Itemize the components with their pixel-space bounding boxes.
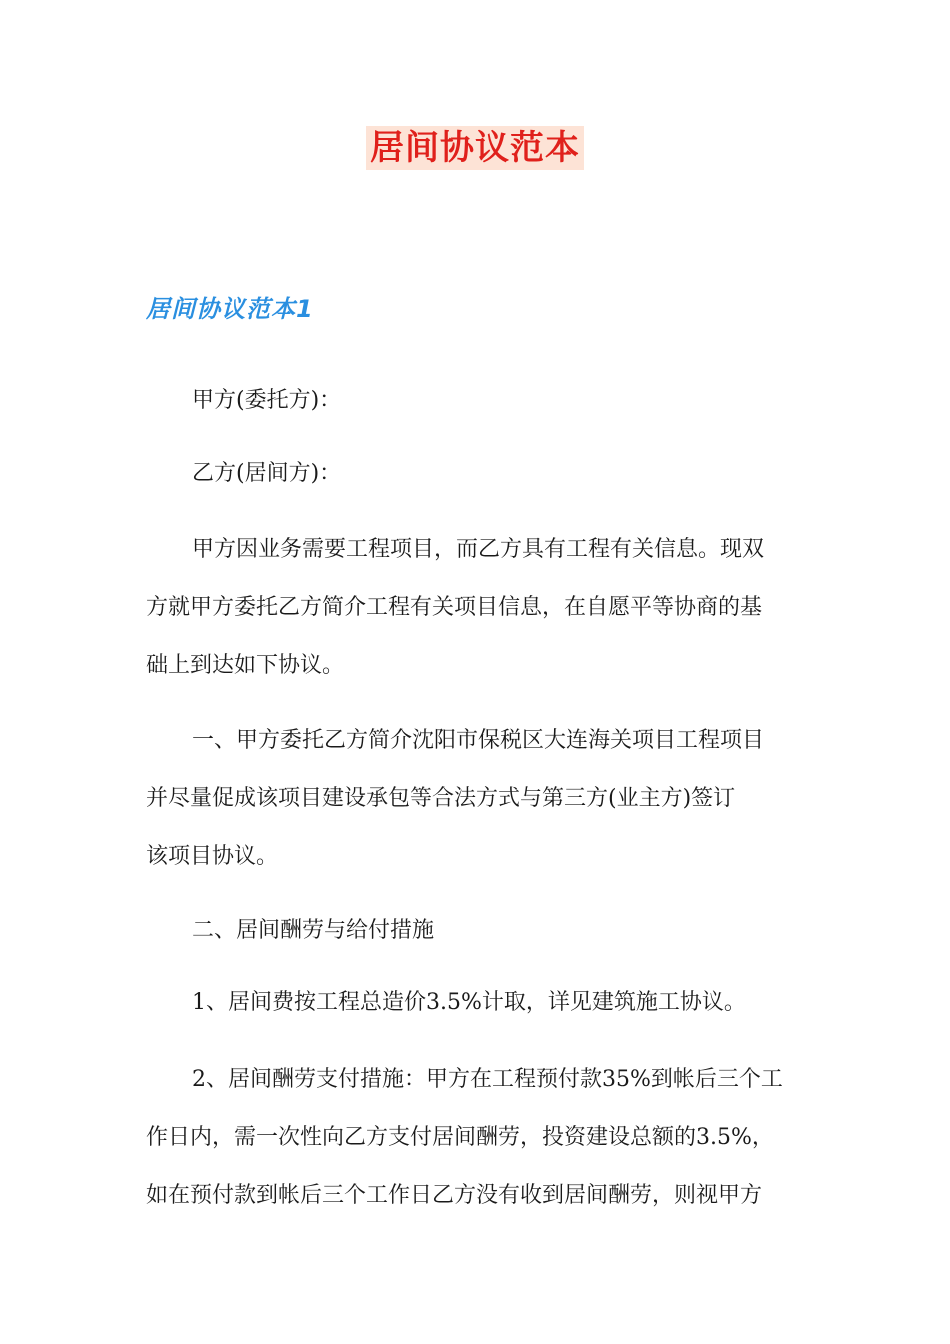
paragraph-intro xyxy=(146,521,812,695)
title-container xyxy=(0,126,950,170)
paragraph-payment xyxy=(146,1051,812,1225)
paragraph-party-a xyxy=(146,372,812,430)
paragraph-line: 方就甲方委托乙方简介工程有关项目信息，在自愿平等协商的基 xyxy=(146,595,763,620)
paragraph-line: 1、居间费按工程总造价3.5%计取，详见建筑施工协议。 xyxy=(192,990,746,1015)
paragraph-line: 甲方(委托方)： xyxy=(192,388,342,413)
paragraph-party-b xyxy=(146,445,812,503)
paragraph-line: 2、居间酬劳支付措施：甲方在工程预付款35%到帐后三个工 xyxy=(192,1067,783,1092)
section-heading: 居间协议范本1 xyxy=(146,295,314,323)
paragraph-line: 一、甲方委托乙方简介沈阳市保税区大连海关项目工程项目 xyxy=(192,728,765,753)
paragraph-clause-1 xyxy=(146,712,812,886)
paragraph-fee xyxy=(146,974,812,1032)
paragraph-line: 作日内，需一次性向乙方支付居间酬劳，投资建设总额的3.5%， xyxy=(146,1125,774,1150)
paragraph-line: 乙方(居间方)： xyxy=(192,461,342,486)
paragraph-line: 甲方因业务需要工程项目，而乙方具有工程有关信息。现双 xyxy=(192,537,765,562)
paragraph-line: 础上到达如下协议。 xyxy=(146,653,345,678)
paragraph-clause-2-heading xyxy=(146,902,812,960)
paragraph-line: 二、居间酬劳与给付措施 xyxy=(192,918,435,943)
paragraph-line: 并尽量促成该项目建设承包等合法方式与第三方(业主方)签订 xyxy=(146,786,736,811)
paragraph-line: 如在预付款到帐后三个工作日乙方没有收到居间酬劳，则视甲方 xyxy=(146,1183,763,1208)
paragraph-line: 该项目协议。 xyxy=(146,844,279,869)
document-title: 居间协议范本 xyxy=(366,126,584,170)
